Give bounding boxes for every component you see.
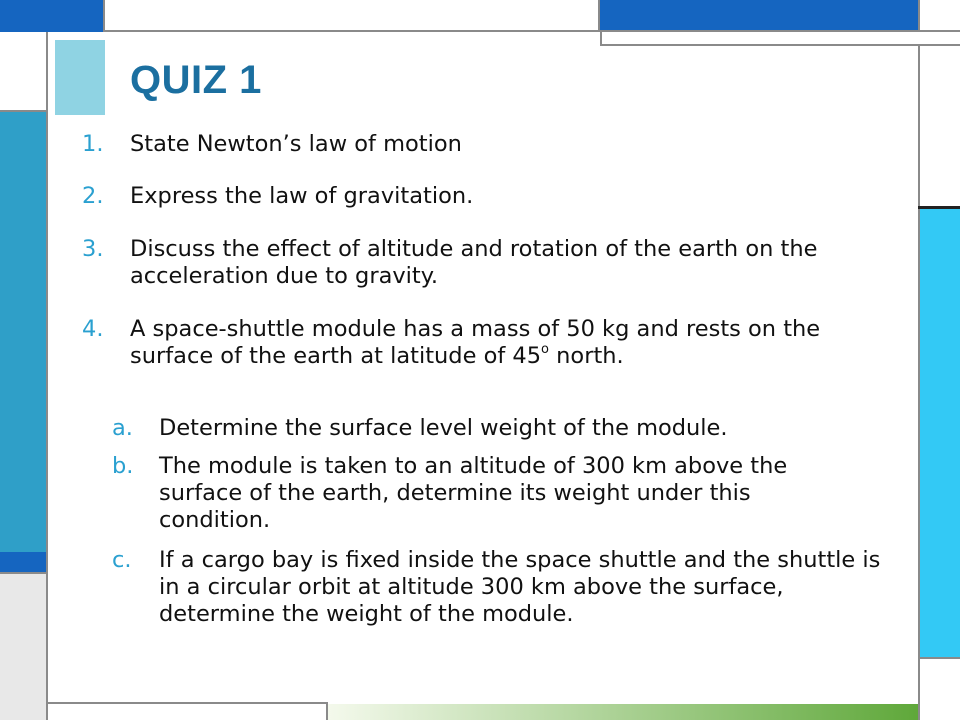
- frame-block-top-stub-right: [918, 32, 960, 46]
- frame-block-top-right: [918, 0, 960, 32]
- sub-question-marker: a.: [112, 415, 133, 441]
- frame-block-right-white: [918, 46, 960, 208]
- sub-question-marker: c.: [112, 547, 132, 573]
- frame-block-left-cyan: [0, 112, 48, 552]
- frame-block-left-bottom: [0, 572, 48, 720]
- frame-block-right-cyan: [918, 209, 960, 657]
- frame-block-top-white: [103, 0, 600, 32]
- question-marker: 1.: [82, 131, 104, 157]
- frame-block-top-left: [0, 0, 103, 32]
- frame-block-bottom-green: [328, 704, 918, 720]
- question-text-group: [130, 316, 830, 370]
- frame-block-left-white: [0, 32, 48, 112]
- question-marker: 4.: [82, 316, 104, 342]
- sub-question-marker: b.: [112, 453, 134, 479]
- question-text-suffix: north.: [549, 343, 624, 369]
- question-text: Express the law of gravitation.: [130, 183, 474, 209]
- question-text: Discuss the effect of altitude and rotation of the earth on the acceleration due to gravity.: [130, 236, 818, 289]
- question-text: A space-shuttle module has a mass of 50 kg and rests on the surface of the earth at latitude of 45: [130, 316, 821, 369]
- sub-question-text: Determine the surface level weight of the module.: [159, 415, 728, 441]
- frame-block-top-blue: [600, 0, 918, 32]
- question-text: State Newton’s law of motion: [130, 131, 462, 157]
- question-marker: 3.: [82, 236, 104, 262]
- sub-question-text: If a cargo bay is fixed inside the space shuttle and the shuttle is in a circular orbit at altitude 300 km above the surface, determine the weight of the module.: [159, 547, 881, 627]
- frame-block-right-bottom: [918, 657, 960, 720]
- sub-question-text: The module is taken to an altitude of 300 km above the surface of the earth, determine its weight under this condition.: [159, 453, 788, 533]
- title-accent-block: [55, 40, 105, 115]
- degree-superscript: o: [541, 342, 550, 357]
- frame-block-bottom-white: [48, 702, 328, 720]
- frame-block-left-blue: [0, 552, 48, 572]
- question-marker: 2.: [82, 183, 104, 209]
- slide-title: QUIZ 1: [130, 58, 262, 102]
